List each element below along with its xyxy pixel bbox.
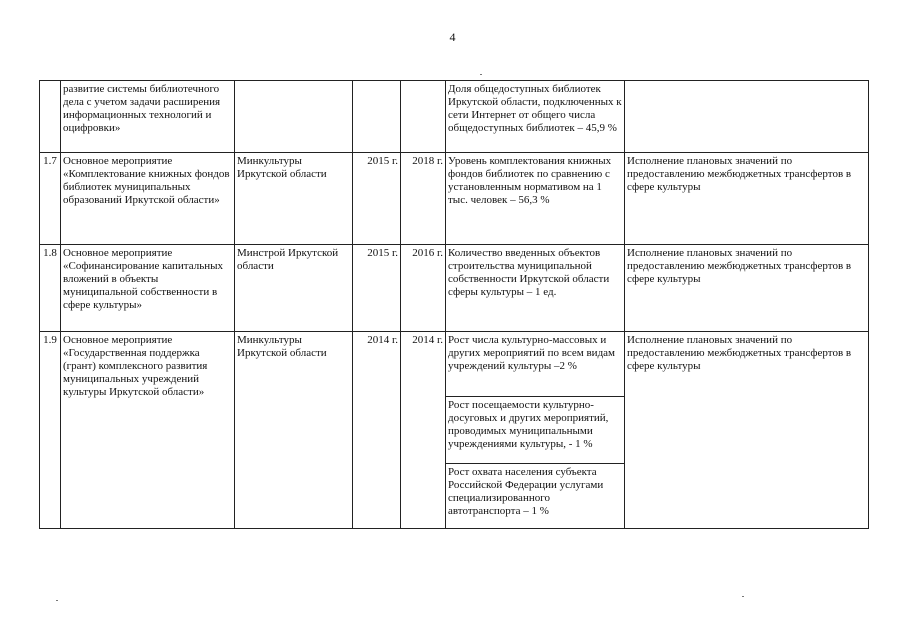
- executor: Минкультуры Иркутской области: [235, 332, 353, 529]
- row-number: 1.8: [40, 245, 61, 332]
- indicator: Доля общедоступных библиотек Иркутской области, подключенных к сети Интернет от общего числа общедоступных библиотек – 45,9 %: [446, 81, 625, 153]
- relation: Исполнение плановых значений по предоставлению межбюджетных трансфертов в сфере культуры: [625, 332, 869, 529]
- end-year: [401, 81, 446, 153]
- start-year: 2015 г.: [353, 153, 401, 245]
- page-number: 4: [449, 30, 456, 44]
- event-name: Основное мероприятие «Государственная поддержка (грант) комплексного развития муниципальных учреждений культуры Иркутской области»: [61, 332, 235, 529]
- event-name: развитие системы библиотечного дела с учетом задачи расширения информационных технологий и оцифровки»: [61, 81, 235, 153]
- start-year: 2014 г.: [353, 332, 401, 529]
- indicator: Рост охвата населения субъекта Российской Федерации услугами специализированного автотранспорта – 1 %: [446, 464, 625, 529]
- program-table: [39, 80, 869, 529]
- row-number: 1.9: [40, 332, 61, 529]
- table-row: [40, 153, 869, 245]
- table-row: [40, 332, 869, 397]
- indicator: Количество введенных объектов строительства муниципальной собственности Иркутской области сферы культуры – 1 ед.: [446, 245, 625, 332]
- table-row: [40, 81, 869, 153]
- event-name: Основное мероприятие «Софинансирование капитальных вложений в объекты муниципальной собственности в сфере культуры»: [61, 245, 235, 332]
- executor: Минкультуры Иркутской области: [235, 153, 353, 245]
- indicator: Рост числа культурно-массовых и других мероприятий по всем видам учреждений культуры –2 %: [446, 332, 625, 397]
- row-number: [40, 81, 61, 153]
- scan-speck: [56, 600, 58, 601]
- executor: Минстрой Иркутской области: [235, 245, 353, 332]
- relation: Исполнение плановых значений по предоставлению межбюджетных трансфертов в сфере культуры: [625, 245, 869, 332]
- scan-speck: [742, 596, 744, 597]
- row-number: 1.7: [40, 153, 61, 245]
- indicator: Уровень комплектования книжных фондов библиотек по сравнению с установленным нормативом на 1 тыс. человек – 56,3 %: [446, 153, 625, 245]
- end-year: 2014 г.: [401, 332, 446, 529]
- start-year: [353, 81, 401, 153]
- start-year: 2015 г.: [353, 245, 401, 332]
- relation: Исполнение плановых значений по предоставлению межбюджетных трансфертов в сфере культуры: [625, 153, 869, 245]
- executor: [235, 81, 353, 153]
- end-year: 2016 г.: [401, 245, 446, 332]
- relation: [625, 81, 869, 153]
- indicator: Рост посещаемости культурно-досуговых и других мероприятий, проводимых муниципальными учреждениями культуры, - 1 %: [446, 397, 625, 464]
- table-row: [40, 245, 869, 332]
- end-year: 2018 г.: [401, 153, 446, 245]
- event-name: Основное мероприятие «Комплектование книжных фондов библиотек муниципальных образований Иркутской области»: [61, 153, 235, 245]
- scan-speck: [480, 74, 482, 75]
